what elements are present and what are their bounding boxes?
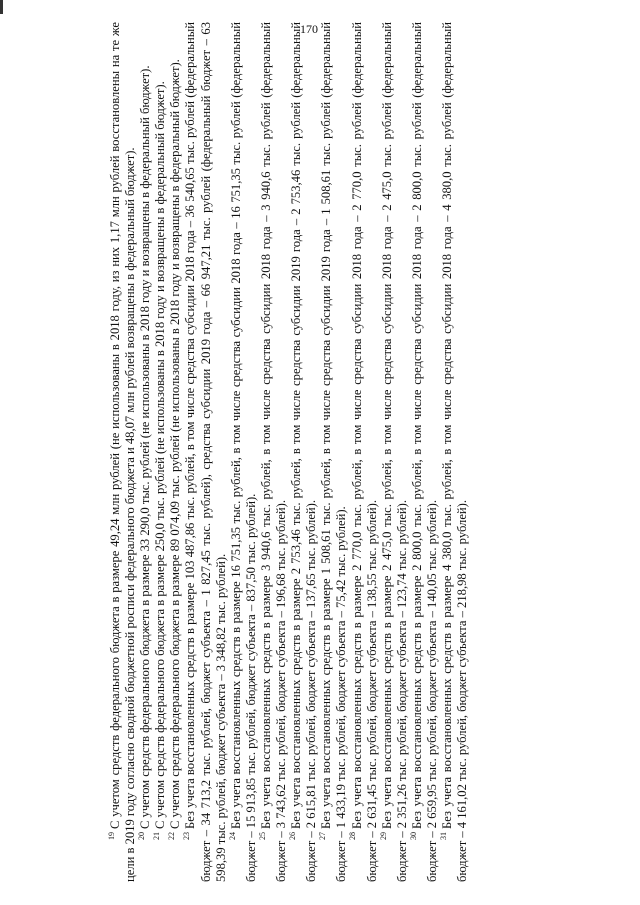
footnote-number: 20 (137, 832, 146, 840)
footnote (380, 22, 410, 882)
footnote (289, 22, 319, 882)
footnote-number: 31 (438, 832, 448, 840)
footnote-text: С учетом средств федерального бюджета в размере 250,0 тыс. рублей (не использованы в 2018 году и возвращены в федеральный бюджет). (153, 81, 168, 829)
footnote-number: 24 (227, 832, 237, 840)
footnote-text: Без учета восстановленных средств в размере 3 940,6 тыс. рублей, в том числе средства субсидии 2018 года – 3 940,6 тыс. рублей (федеральный бюджет – 3 743,62 тыс. рублей, бюджет субъекта – 196,68 тыс. рублей). (258, 22, 289, 882)
footnote-text: Без учета восстановленных средств в размере 2 753,46 тыс. рублей, в том числе средства субсидии 2019 года – 2 753,46 тыс. рублей (федеральный бюджет – 2 615,81 тыс. рублей, бюджет субъекта – 137,65 тыс. рублей). (289, 22, 319, 882)
footnote-number: 27 (318, 832, 328, 840)
footnotes-list (108, 22, 470, 882)
footnote-number: 21 (152, 832, 162, 840)
footnote-text: Без учета восстановленных средств в размере 16 751,35 тыс. рублей, в том числе средства субсидии 2018 года – 16 751,35 тыс. рублей (федеральный бюджет – 15 913,85 тыс. рублей, бюджет субъекта – 837,50 тыс. рублей). (228, 22, 258, 882)
footnote (440, 22, 470, 882)
footnote (229, 22, 259, 882)
footnote-number: 19 (106, 832, 116, 840)
footnote-number: 26 (287, 832, 297, 840)
footnote-text: С учетом средств федерального бюджета в размере 33 290,0 тыс. рублей (не использованы в 2018 году и возвращены в федеральный бюджет). (138, 65, 153, 829)
footnote (108, 22, 138, 882)
footnote-text: Без учета восстановленных средств в размере 4 380,0 тыс. рублей, в том числе средства субсидии 2018 года – 4 380,0 тыс. рублей (федеральный бюджет – 4 161,02 тыс. рублей, бюджет субъекта – 218,98 тыс. рублей). (440, 22, 470, 882)
footnote-text: Без учета восстановленных средств в размере 103 487,86 тыс. рублей, в том числе средства субсидии 2018 года – 36 540,65 тыс. рублей (федеральный бюджет – 34 713,2 тыс. рублей, бюджет субъекта – 1 827,45 тыс. рублей), средства субсидии 2019 года – 66 947,21 тыс. рублей (федеральный бюджет – 63 598,39 тыс. рублей, бюджет субъекта – 3 348,82 тыс. рублей). (183, 22, 228, 882)
footnote-text: С учетом средств федерального бюджета в размере 89 074,09 тыс. рублей (не использованы в 2018 году и возвращены в федеральный бюджет). (168, 59, 183, 829)
footnote-number: 23 (182, 832, 192, 840)
footnote-text: С учетом средств федерального бюджета в размере 49,24 млн рублей (не использованы в 2018 году, из них 1,17 млн рублей восстановлены на те же цели в 2019 году согласно сводной бюджетной росписи федерального бюджета и 48,07 млн рублей возвращены в федеральный бюджет). (108, 22, 138, 882)
footnote-text: Без учета восстановленных средств в размере 2 800,0 тыс. рублей, в том числе средства субсидии 2018 года – 2 800,0 тыс. рублей (федеральный бюджет – 2 659,95 тыс. рублей, бюджет субъекта – 140,05 тыс. рублей). (409, 22, 439, 882)
footnote-text: Без учета восстановленных средств в размере 2 475,0 тыс. рублей, в том числе средства субсидии 2018 года – 2 475,0 тыс. рублей (федеральный бюджет – 2 351,26 тыс. рублей, бюджет субъекта – 123,74 тыс. рублей). (379, 22, 409, 882)
footnote (138, 22, 153, 882)
page-number: 170 (300, 22, 318, 36)
footnote-number: 28 (348, 832, 358, 840)
footnote-number: 25 (257, 832, 267, 840)
footnote-number: 30 (408, 832, 418, 840)
footnote-text: Без учета восстановленных средств в размере 1 508,61 тыс. рублей, в том числе средства субсидии 2019 года – 1 508,61 тыс. рублей (федеральный бюджет – 1 433,19 тыс. рублей, бюджет субъекта – 75,42 тыс. рублей). (319, 22, 349, 882)
footnote (153, 22, 168, 882)
footnote (183, 22, 228, 882)
footnote (259, 22, 289, 882)
page-edge-mark (0, 0, 3, 14)
rotated-footnotes-block (108, 22, 618, 882)
footnote (410, 22, 440, 882)
footnote-number: 22 (167, 832, 177, 840)
footnote-number: 29 (378, 832, 388, 840)
footnote-text: Без учета восстановленных средств в размере 2 770,0 тыс. рублей, в том числе средства субсидии 2018 года – 2 770,0 тыс. рублей (федеральный бюджет – 2 631,45 тыс. рублей, бюджет субъекта – 138,55 тыс. рублей). (349, 22, 379, 882)
footnote (319, 22, 349, 882)
footnote (168, 22, 183, 882)
footnote (350, 22, 380, 882)
